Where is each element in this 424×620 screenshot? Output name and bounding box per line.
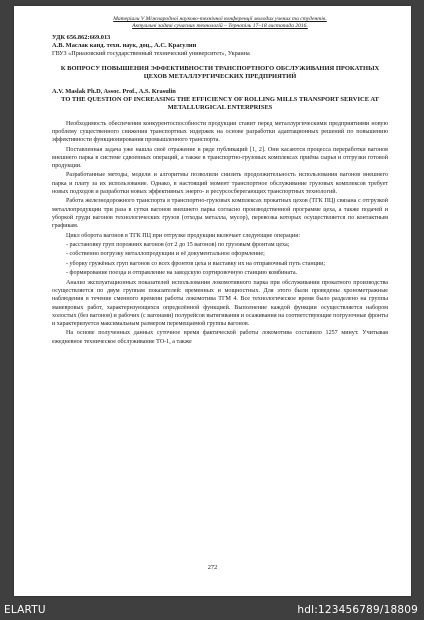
body-paragraph: Цикл оборота вагонов в ТГК ПЦ при отгрузке продукции включает следующие операции:: [66, 232, 301, 239]
body-paragraph: Поставленная задача уже нашла своё отражение в ряде публикаций [1, 2]. Они касаются процесса переработки вагонов внешнего парка в системе сдвоенных операций, а также в транспортно-грузовых комплексах приёма сырья и отгрузки готовой продукции.: [52, 146, 388, 170]
authors-en: A.V. Maslak Ph.D, Assoc. Prof., A.S. Krasulin: [52, 87, 176, 95]
page-number: 272: [207, 564, 218, 571]
affiliation: ГВУЗ «Приазовский государственный технический университет», Украина: [52, 49, 250, 57]
body-paragraph: Необходимость обеспечения конкурентоспособности продукции ставит перед металлургическими предприятиями новую проблему существенного снижения транспортных издержек на основе разработки адаптационных решений по повышению эффективности функционирования промышленного транспорта.: [52, 120, 388, 144]
body-paragraph: На основе полученных данных суточное время фактической работы локомотива составило 1257 минут. Учитывая ежедневное техническое обслуживание ТО-1, а также: [52, 330, 388, 345]
udk-code: УДК 656.862:669.013: [52, 33, 111, 41]
article-title-ru: К ВОПРОСУ ПОВЫШЕНИЯ ЭФФЕКТИВНОСТИ ТРАНСПОРТНОГО ОБСЛУЖИВАНИЯ ПРОКАТНЫХ ЦЕХОВ МЕТАЛЛУРГИЧЕСКИХ ПРЕДПРИЯТИЙ: [60, 64, 380, 80]
repository-footer-bar: [0, 600, 424, 620]
conference-header-line-2: Актуальні задачі сучасних технологій – Тернопіль 17–18 листопада 2016.: [132, 22, 308, 29]
handle-identifier: hdl:123456789/18809: [297, 604, 418, 616]
article-body: [52, 120, 388, 346]
document-page: [14, 6, 411, 596]
list-item: - собственно погрузку металлопродукции и её документальное оформление;: [66, 251, 265, 258]
authors-ru: А.В. Маслак канд. техн. наук, доц., А.С. Красулин: [52, 41, 197, 49]
page-content: [52, 16, 388, 346]
list-item: - расстановку груп порожних вагонов (от 2 до 15 вагонов) по грузовым фронтам цеха;: [66, 242, 290, 249]
body-paragraph: Анализ эксплуатационных показателей использования локомотивного парка при обслуживании прокатного производства осуществляется по двум группам показателей: временных и мощностных. Для этого были проведены хронометражные наблюдения в течение сменного времени работы локомотива ТГМ 4. Все технологическое время было разделено на группы маневровых работ, характеризующихся определённой функцией. Выполнение каждой функции осуществляется набором холостых (без вагонов) и рабочих (с вагонами) полурейсов вытягивания и осаживания на соответствующие погрузочные фронты и характеризуется максимальным размером перемещаемой группы вагонов.: [52, 279, 388, 328]
list-item: - формирование поезда и отправление на заводскую сортировочную станцию комбината.: [66, 270, 298, 277]
list-item: - уборку гружёных груп вагонов со всех фронтов цеха и выставку их на отправочный путь станции;: [66, 260, 326, 267]
body-paragraph: Разработанные методы, модели и алгоритмы позволили снизить продолжительность использования вагонов внешнего парка и плату за их использование. Однако, в настоящий момент транспортное обслуживание грузовых комплексов требует новых подходов и разработки новых эффективных энерго- и ресурсосберегающих транспортных технологий.: [52, 172, 388, 195]
article-title-en: TO THE QUESTION OF INCREASING THE EFFICIENCY OF ROLLING MILLS TRANSPORT SERVICE AT METALLURGICAL ENTERPRISES: [61, 95, 379, 111]
body-paragraph: Работа железнодорожного транспорта в транспортно-грузовых комплексах прокатных цехов (ТГК ПЦ) связана с отгрузкой металлопродукции три раза в сутки вагонов внешнего парка согласно производственной программе цеха, а также подачей и уборкой груди вагонов технологических грузов (отходы металла, мусор), перевозка которых осуществляется по контактным графикам.: [52, 198, 388, 230]
conference-header-line-1: Матеріали V Міжнародної науково-технічної конференції молодих учених та студентів.: [113, 16, 327, 22]
repository-name: ELARTU: [4, 604, 46, 616]
